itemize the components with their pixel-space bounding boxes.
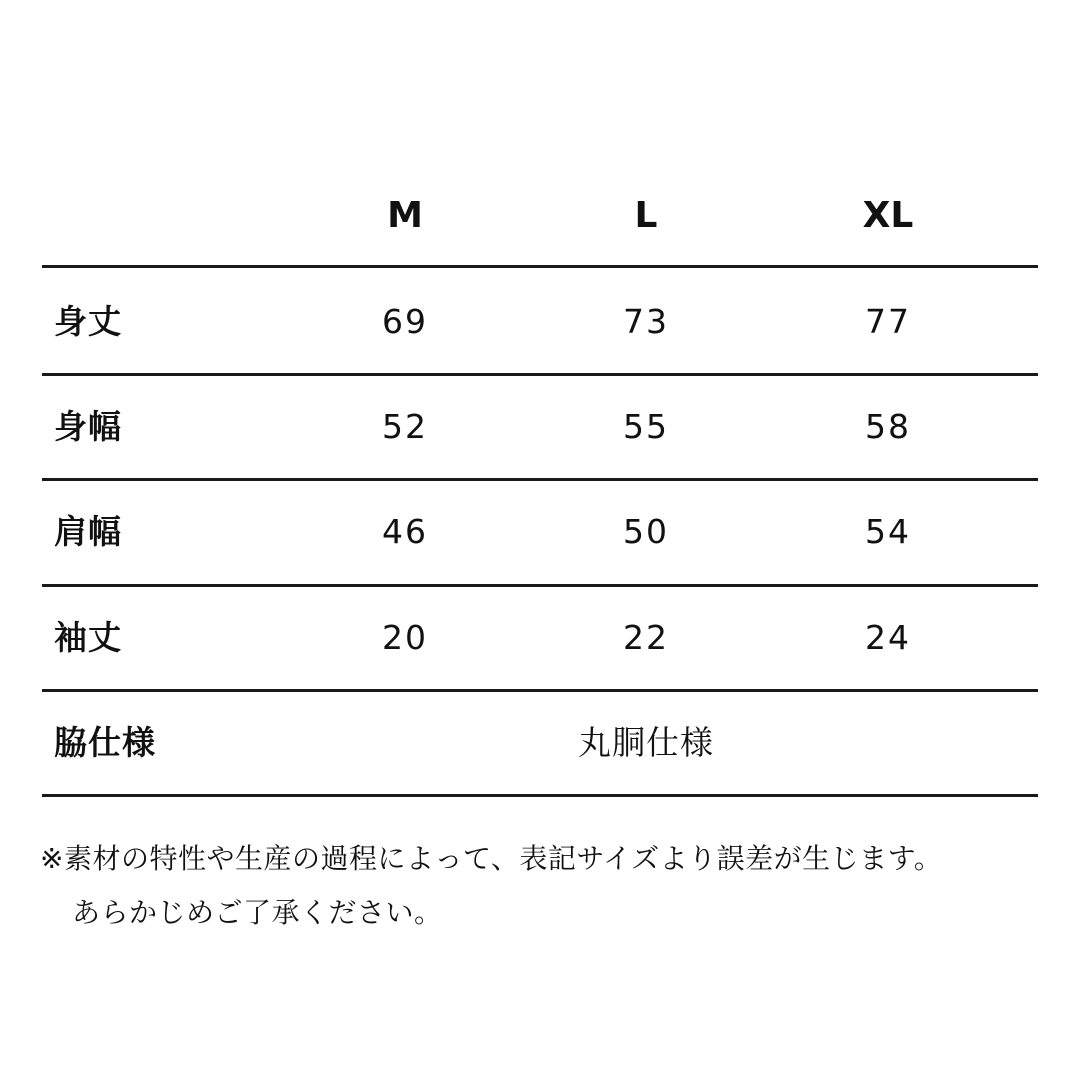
- cell-m: 46: [382, 512, 428, 551]
- table-row-side-spec: [0, 691, 1080, 795]
- cell-xl: 24: [865, 618, 911, 657]
- row-label: 袖丈: [54, 618, 122, 657]
- size-header-xl: XL: [862, 195, 914, 236]
- row-label: 脇仕様: [54, 723, 156, 762]
- size-header-m: M: [387, 195, 423, 236]
- cell-xl: 58: [865, 407, 911, 446]
- cell-m: 20: [382, 618, 428, 657]
- table-row-body-width: [0, 375, 1080, 479]
- cell-xl: 54: [865, 512, 911, 551]
- divider: [42, 794, 1038, 797]
- disclaimer-note: ※素材の特性や生産の過程によって、表記サイズより誤差が生じます。: [40, 842, 943, 875]
- cell-l: 50: [623, 512, 669, 551]
- table-row-sleeve-length: [0, 586, 1080, 690]
- cell-m: 69: [382, 302, 428, 341]
- table-row-body-length: [0, 270, 1080, 374]
- row-label: 身幅: [54, 407, 122, 446]
- cell-m: 52: [382, 407, 428, 446]
- size-header-l: L: [634, 195, 658, 236]
- table-row-shoulder-width: [0, 480, 1080, 584]
- cell-l: 22: [623, 618, 669, 657]
- cell-l: 73: [623, 302, 669, 341]
- size-header-row: [0, 186, 1080, 246]
- disclaimer-note-continued: あらかじめご了承ください。: [72, 896, 443, 929]
- row-label: 身丈: [54, 302, 122, 341]
- cell-l: 55: [623, 407, 669, 446]
- divider: [42, 265, 1038, 268]
- side-spec-value: 丸胴仕様: [578, 723, 714, 762]
- row-label: 肩幅: [54, 512, 122, 551]
- cell-xl: 77: [865, 302, 911, 341]
